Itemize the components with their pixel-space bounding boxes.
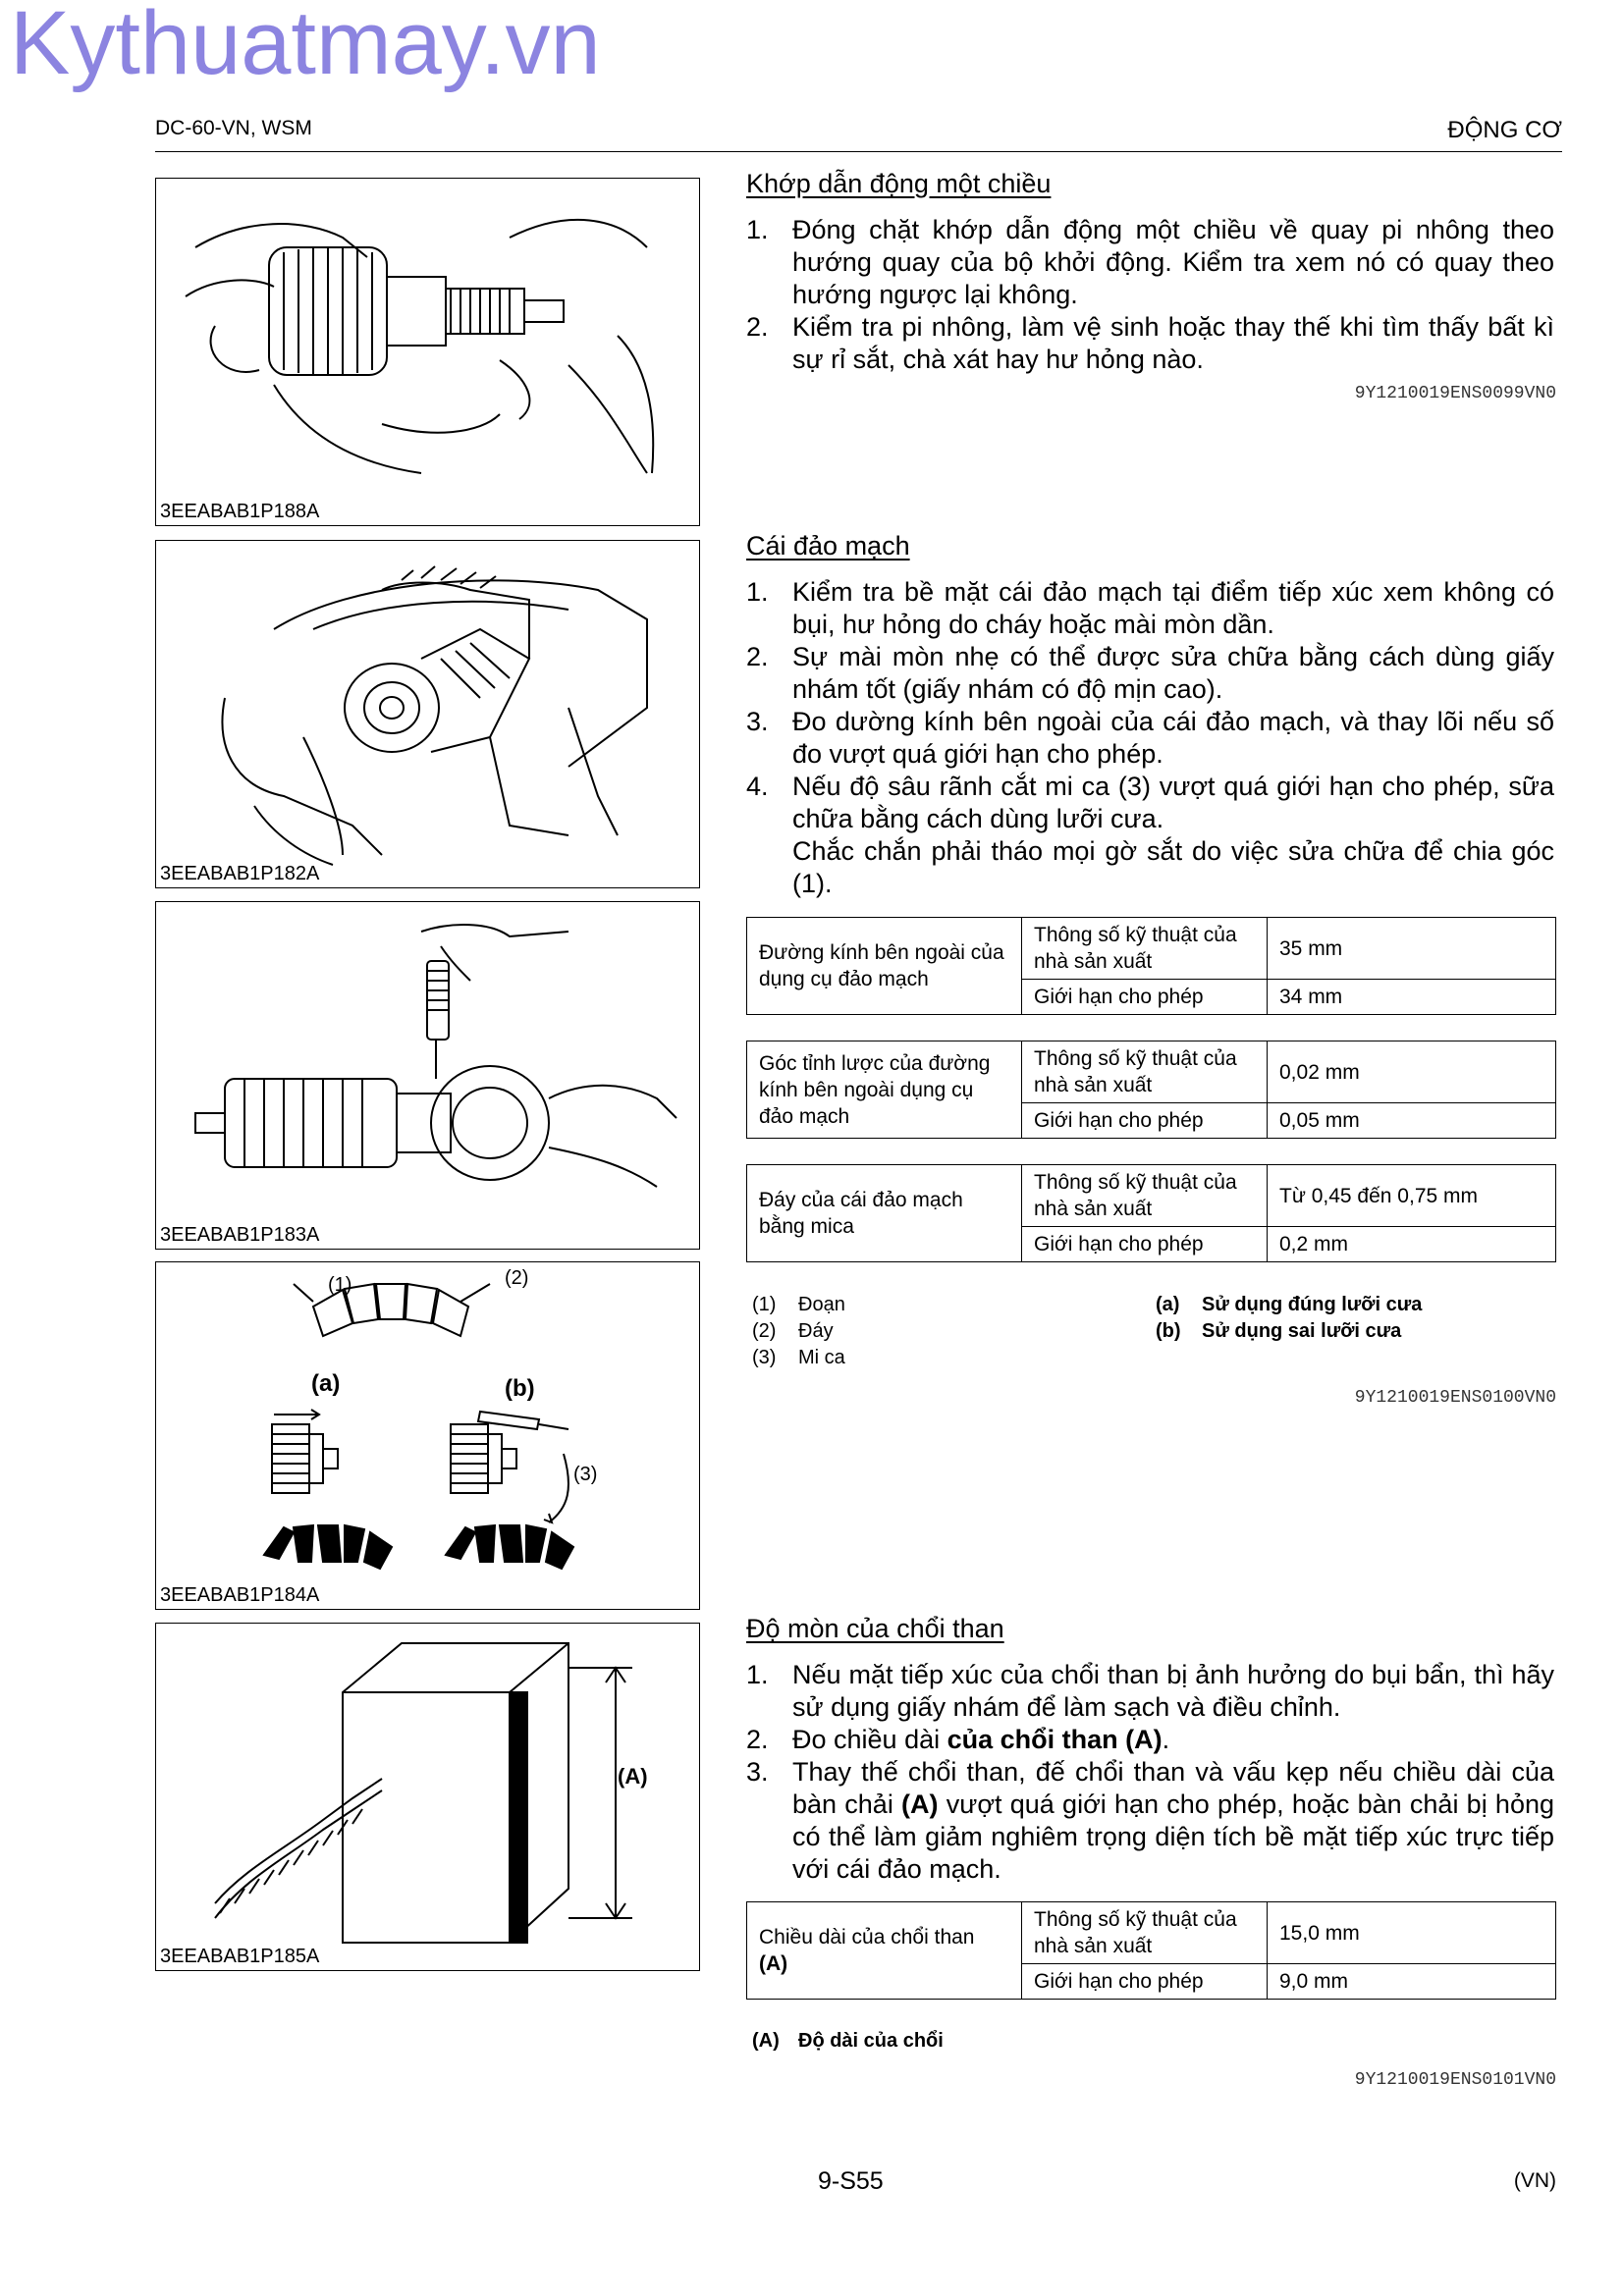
legend-right: [1156, 1292, 1422, 1345]
limit-label: Giới hạn cho phép: [1022, 980, 1268, 1015]
spec-table-brush-length: [746, 1901, 1556, 2000]
limit-value: 0,2 mm: [1268, 1227, 1556, 1262]
spec-label: Thông số kỹ thuật của nhà sản xuất: [1022, 1041, 1268, 1103]
micrometer-illustration-icon: [156, 902, 699, 1249]
limit-label: Giới hạn cho phép: [1022, 1964, 1268, 2000]
section-title-commutator: Cái đảo mạch: [746, 531, 910, 561]
reference-code: 9Y1210019ENS0101VN0: [1354, 2070, 1556, 2090]
list-item: 3. Đo dường kính bên ngoài của cái đảo mạch, và thay lõi nếu số đo vượt quá giới hạn cho phép.: [746, 707, 1554, 769]
header-rule: [155, 151, 1562, 152]
spec-table-runout: [746, 1041, 1556, 1139]
spec-value: 0,02 mm: [1268, 1041, 1556, 1103]
figure-caption: 3EEABAB1P184A: [160, 1584, 320, 1606]
legend-brush: (A) Độ dài của chổi: [752, 2030, 944, 2052]
spec-item-label: Góc tỉnh lược của đường kính bên ngoài dụng cụ đảo mạch: [747, 1041, 1022, 1139]
spec-value: Từ 0,45 đến 0,75 mm: [1268, 1165, 1556, 1227]
language-code: (VN): [1513, 2169, 1556, 2192]
label-2: (2): [505, 1267, 529, 1289]
reference-code: 9Y1210019ENS0099VN0: [1354, 384, 1556, 403]
legend-item: (3) Mi ca: [752, 1347, 845, 1368]
figure-caption: 3EEABAB1P182A: [160, 863, 320, 884]
label-A: (A): [618, 1764, 648, 1789]
spec-label: Thông số kỹ thuật của nhà sản xuất: [1022, 918, 1268, 980]
spec-table-mica-depth: [746, 1164, 1556, 1262]
spec-item-label: Chiều dài của chổi than (A): [747, 1902, 1022, 2000]
watermark: Kythuatmay.vn: [10, 0, 601, 93]
figure-brush-length: [155, 1623, 700, 1971]
figure-caption: 3EEABAB1P188A: [160, 501, 320, 522]
list-item: 1. Đóng chặt khớp dẫn động một chiều về quay pi nhông theo hướng quay của bộ khởi động. Kiểm tra xem nó có quay theo hướng ngược lại không.: [746, 215, 1554, 309]
limit-value: 34 mm: [1268, 980, 1556, 1015]
list-item: 2. Sự mài mòn nhẹ có thể được sửa chữa bằng cách dùng giấy nhám tốt (giấy nhám có độ mịn cao).: [746, 642, 1554, 704]
figure-micrometer: [155, 901, 700, 1250]
section-one-way-clutch-list: [746, 214, 1554, 376]
header-doc-code: DC-60-VN, WSM: [155, 117, 312, 139]
figure-caption: 3EEABAB1P183A: [160, 1224, 320, 1246]
list-item: 2. Kiểm tra pi nhông, làm vệ sinh hoặc thay thế khi tìm thấy bất kì sự rỉ sắt, chà xát hay hư hỏng nào.: [746, 312, 1554, 374]
list-item: 1. Kiểm tra bề mặt cái đảo mạch tại điểm tiếp xúc xem không có bụi, hư hỏng do cháy hoặc mài mòn dần.: [746, 577, 1554, 639]
limit-label: Giới hạn cho phép: [1022, 1103, 1268, 1139]
legend-item: (2) Đáy: [752, 1320, 834, 1342]
spec-value: 15,0 mm: [1268, 1902, 1556, 1964]
legend-item: (1) Đoạn: [752, 1294, 845, 1315]
commutator-sanding-illustration-icon: [156, 541, 699, 887]
limit-label: Giới hạn cho phép: [1022, 1227, 1268, 1262]
limit-value: 0,05 mm: [1268, 1103, 1556, 1139]
spec-item-label: Đường kính bên ngoài của dụng cụ đảo mạch: [747, 918, 1022, 1015]
label-3: (3): [573, 1464, 598, 1485]
figure-caption: 3EEABAB1P185A: [160, 1946, 320, 1967]
spec-label: Thông số kỹ thuật của nhà sản xuất: [1022, 1165, 1268, 1227]
legend-item: (b) Sử dụng sai lưỡi cưa: [1156, 1320, 1402, 1342]
legend-left: [752, 1292, 845, 1371]
reference-code: 9Y1210019ENS0100VN0: [1354, 1388, 1556, 1408]
clutch-illustration-icon: [156, 179, 699, 525]
section-title-brush-wear: Độ mòn của chổi than: [746, 1614, 1004, 1643]
figure-clutch: [155, 178, 700, 526]
spec-value: 35 mm: [1268, 918, 1556, 980]
spec-item-label: Đáy của cái đảo mạch bằng mica: [747, 1165, 1022, 1262]
list-item: 4. Nếu độ sâu rãnh cắt mi ca (3) vượt quá giới hạn cho phép, sữa chữa bằng cách dùng lưỡi cưa. Chắc chắn phải tháo mọi gờ sắt do việc sửa chữa để chia góc (1).: [746, 772, 1554, 898]
section-brush-wear-list: [746, 1659, 1554, 1886]
section-title-one-way-clutch: Khớp dẫn động một chiều: [746, 169, 1052, 198]
list-item: 2. Đo chiều dài của chổi than (A).: [746, 1725, 1170, 1754]
header-section-title: ĐỘNG CƠ: [1447, 117, 1562, 143]
spec-table-outer-diameter: [746, 917, 1556, 1015]
figure-commutator-sanding: [155, 540, 700, 888]
label-b: (b): [505, 1375, 535, 1402]
list-item: 3. Thay thế chổi than, đế chổi than và vấu kẹp nếu chiều dài của bàn chải (A) vượt quá giới hạn cho phép, hoặc bàn chải bị hỏng có thể làm giảm nghiêm trọng diện tích bề mặt tiếp xúc trực tiếp với cái đảo mạch.: [746, 1757, 1554, 1884]
figure-mica-undercut: [155, 1261, 700, 1610]
page-number: 9-S55: [818, 2167, 884, 2195]
legend-item: (a) Sử dụng đúng lưỡi cưa: [1156, 1294, 1423, 1315]
spec-label: Thông số kỹ thuật của nhà sản xuất: [1022, 1902, 1268, 1964]
brush-length-diagram-icon: [156, 1624, 699, 1970]
label-1: (1): [328, 1274, 352, 1296]
label-a: (a): [311, 1370, 341, 1397]
mica-undercut-diagram-icon: [156, 1262, 699, 1609]
limit-value: 9,0 mm: [1268, 1964, 1556, 2000]
section-commutator-list: [746, 576, 1554, 900]
list-item: 1. Nếu mặt tiếp xúc của chổi than bị ảnh hưởng do bụi bẩn, thì hãy sử dụng giấy nhám để làm sạch và điều chỉnh.: [746, 1660, 1554, 1722]
